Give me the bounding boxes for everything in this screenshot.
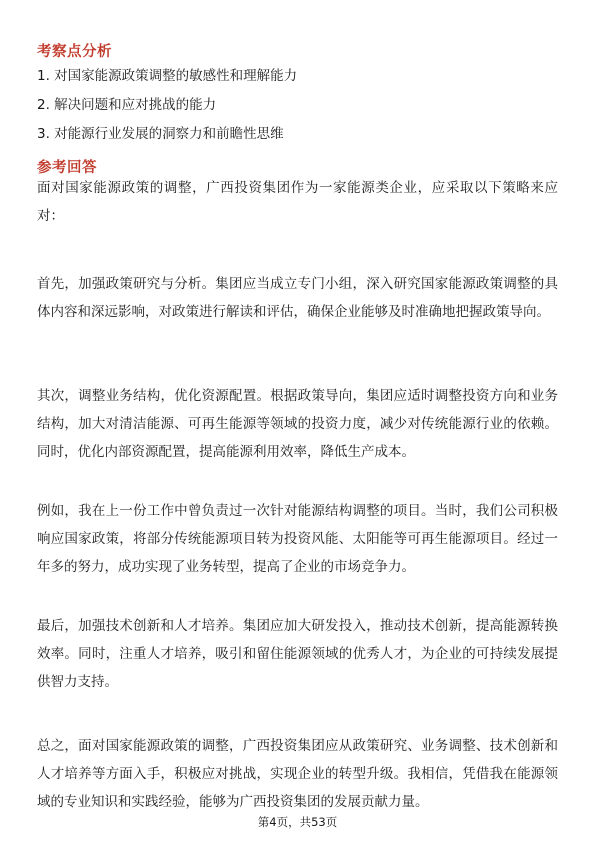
answer-paragraph-policy-research: 首先，加强政策研究与分析。集团应当成立专门小组，深入研究国家能源政策调整的具体内容和深远影响，对政策进行解读和评估，确保企业能够及时准确地把握政策导向。 (37, 276, 558, 320)
analysis-heading: 考察点分析 (37, 44, 112, 60)
analysis-point-3: 3. 对能源行业发展的洞察力和前瞻性思维 (37, 126, 284, 142)
page-number: 第4页，共53页 (257, 815, 338, 829)
answer-paragraph-business-structure: 其次，调整业务结构，优化资源配置。根据政策导向，集团应适时调整投资方向和业务结构，加大对清洁能源、可再生能源等领域的投资力度，减少对传统能源行业的依赖。同时，优化内部资源配置，提高能源利用效率，降低生产成本。 (37, 388, 558, 460)
analysis-point-1: 1. 对国家能源政策调整的敏感性和理解能力 (37, 68, 298, 84)
answer-paragraph-example: 例如，我在上一份工作中曾负责过一次针对能源结构调整的项目。当时，我们公司积极响应国家政策，将部分传统能源项目转为投资风能、太阳能等可再生能源项目。经过一年多的努力，成功实现了业务转型，提高了企业的市场竞争力。 (37, 503, 558, 575)
answer-heading: 参考回答 (37, 160, 97, 176)
answer-paragraph-innovation: 最后，加强技术创新和人才培养。集团应加大研发投入，推动技术创新，提高能源转换效率。同时，注重人才培养，吸引和留住能源领域的优秀人才，为企业的可持续发展提供智力支持。 (37, 618, 558, 690)
analysis-point-2: 2. 解决问题和应对挑战的能力 (37, 97, 217, 113)
answer-paragraph-intro: 面对国家能源政策的调整，广西投资集团作为一家能源类企业，应采取以下策略来应对： (37, 180, 558, 224)
answer-paragraph-conclusion: 总之，面对国家能源政策的调整，广西投资集团应从政策研究、业务调整、技术创新和人才培养等方面入手，积极应对挑战，实现企业的转型升级。我相信，凭借我在能源领域的专业知识和实践经验，能够为广西投资集团的发展贡献力量。 (37, 738, 558, 810)
